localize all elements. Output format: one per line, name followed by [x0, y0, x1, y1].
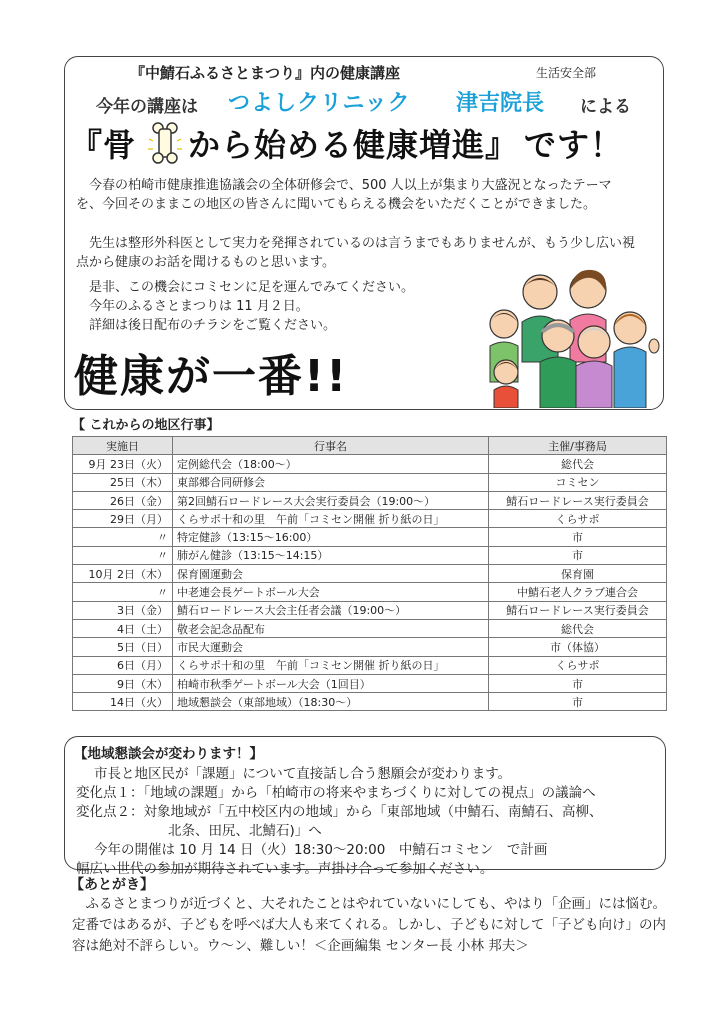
event-organizer: 総代会 [489, 619, 667, 637]
afterword-heading: 【あとがき】 [70, 877, 154, 893]
lecture-paragraph-4: 今年のふるさとまつりは 11 月２日。 [89, 299, 309, 314]
event-name: くらサポ十和の里 午前「コミセン開催 折り紙の日」 [173, 656, 489, 674]
event-name: 肺がん健診（13:15～14:15） [173, 546, 489, 564]
event-name: 保育園運動会 [173, 565, 489, 583]
table-row [73, 601, 667, 619]
table-row [73, 510, 667, 528]
lecture-paragraph-3: 是非、この機会にコミセンに足を運んでみてください。 [89, 280, 415, 295]
event-name: 市民大運動会 [173, 638, 489, 656]
headline-rest: から始める健康増進』 [188, 126, 519, 164]
meeting-change2b: 北条、田尻、北鯖石)」へ [168, 823, 322, 839]
table-row [73, 583, 667, 601]
meeting-call: 幅広い世代の参加が期待されています。声掛け合って参加ください。 [76, 861, 494, 877]
event-name: 定例総代会（18:00～） [173, 455, 489, 473]
table-row [73, 491, 667, 509]
lecture-paragraph-5: 詳細は後日配布のチラシをご覧ください。 [89, 318, 337, 333]
meeting-change1: 変化点１：「地域の課題」から「柏崎市の将来やまちづくりに対しての視点」の議論へ [76, 785, 596, 801]
event-name: 柏崎市秋季ゲートボール大会（1回目） [173, 674, 489, 692]
headline-open: 『骨 [70, 126, 137, 164]
bone-icon [146, 121, 184, 165]
event-organizer: コミセン [489, 473, 667, 491]
event-name: 第2回鯖石ロードレース大会実行委員会（19:00～） [173, 491, 489, 509]
event-organizer: くらサポ [489, 656, 667, 674]
event-date: 9日（木） [73, 674, 173, 692]
event-date: 5日（日） [73, 638, 173, 656]
event-date: 25日（木） [73, 473, 173, 491]
event-name: 中老連会長ゲートボール大会 [173, 583, 489, 601]
col-organizer-header: 主催/事務局 [489, 437, 667, 455]
event-name: くらサポ十和の里 午前「コミセン開催 折り紙の日」 [173, 510, 489, 528]
event-name: 敬老会記念品配布 [173, 619, 489, 637]
event-date: 4日（土） [73, 619, 173, 637]
lecture-title: 『中鯖石ふるさとまつり』内の健康講座 [130, 64, 401, 82]
event-name: 特定健診（13:15～16:00） [173, 528, 489, 546]
lecture-paragraph-1: 今春の柏崎市健康推進協議会の全体研修会で、500 人以上が集まり大盛況となったテーマを、今回そのままこの地区の皆さんに聞いてもらえる機会をいただくことができました。 [76, 178, 612, 212]
meeting-line1: 市長と地区民が「課題」について直接話し合う懇願会が変わります。 [94, 766, 512, 782]
col-event-header: 行事名 [173, 437, 489, 455]
headline-end: です！ [524, 126, 624, 164]
event-date: 6日（月） [73, 656, 173, 674]
event-date: 〃 [73, 528, 173, 546]
table-row [73, 473, 667, 491]
events-table [72, 436, 667, 711]
table-row [73, 619, 667, 637]
event-organizer: 鯖石ロードレース実行委員会 [489, 601, 667, 619]
meeting-change2a: 変化点２：対象地域が「五中校区内の地域」から「東部地域（中鯖石、南鯖石、高柳、 [76, 804, 603, 820]
meeting-date-line: 今年の開催は 10 月 14 日（火）18:30～20:00 中鯖石コミセン で計画 [94, 842, 548, 858]
clinic-name: つよしクリニック [228, 91, 411, 116]
event-date: 〃 [73, 546, 173, 564]
event-organizer: 市（体協） [489, 638, 667, 656]
dept-label: 生活安全部 [536, 66, 597, 80]
table-row [73, 693, 667, 711]
lecture-headline [70, 118, 629, 168]
event-date: 29日（月） [73, 510, 173, 528]
event-organizer: 中鯖石老人クラブ連合会 [489, 583, 667, 601]
event-organizer: 市 [489, 546, 667, 564]
event-organizer: 保育園 [489, 565, 667, 583]
intro-text: 今年の講座は [96, 97, 198, 117]
meeting-heading: 【地域懇談会が変わります！】 [74, 746, 263, 762]
afterword-text: ふるさとまつりが近づくと、大それたことはやれていないにしても、やはり「企画」には悩む。定番ではあるが、子どもを呼べば大人も来てくれる。しかし、子どもに対して「子ども向け」の内容は絶対不評らしい。ウ～ン、難しい！＜企画編集 センター長 小林 邦夫＞ [72, 896, 666, 954]
family-illustration [470, 262, 660, 408]
event-name: 東部郷合同研修会 [173, 473, 489, 491]
event-date: 14日（火） [73, 693, 173, 711]
slogan: 健康が一番!! [74, 351, 349, 402]
event-organizer: 総代会 [489, 455, 667, 473]
doctor-name: 津吉院長 [456, 91, 545, 116]
col-date-header: 実施日 [73, 437, 173, 455]
event-organizer: 市 [489, 674, 667, 692]
event-date: 3日（金） [73, 601, 173, 619]
table-row [73, 565, 667, 583]
table-row [73, 656, 667, 674]
event-date: 9月 23日（火） [73, 455, 173, 473]
table-row [73, 528, 667, 546]
event-organizer: 市 [489, 528, 667, 546]
event-date: 10月 2日（木） [73, 565, 173, 583]
event-name: 地域懇談会（東部地域）（18:30～） [173, 693, 489, 711]
lecture-paragraph-2: 先生は整形外科医として実力を発揮されているのは言うまでもありませんが、もう少し広い視点から健康のお話を聞けるものと思います。 [76, 236, 636, 270]
event-organizer: 鯖石ロードレース実行委員会 [489, 491, 667, 509]
events-heading: 【 これからの地区行事】 [72, 418, 220, 433]
event-date: 26日（金） [73, 491, 173, 509]
event-organizer: 市 [489, 693, 667, 711]
table-row [73, 674, 667, 692]
table-header-row [73, 437, 667, 455]
event-name: 鯖石ロードレース大会主任者会議（19:00～） [173, 601, 489, 619]
table-row [73, 638, 667, 656]
by-text: による [580, 97, 631, 117]
event-date: 〃 [73, 583, 173, 601]
table-row [73, 455, 667, 473]
table-row [73, 546, 667, 564]
event-organizer: くらサポ [489, 510, 667, 528]
